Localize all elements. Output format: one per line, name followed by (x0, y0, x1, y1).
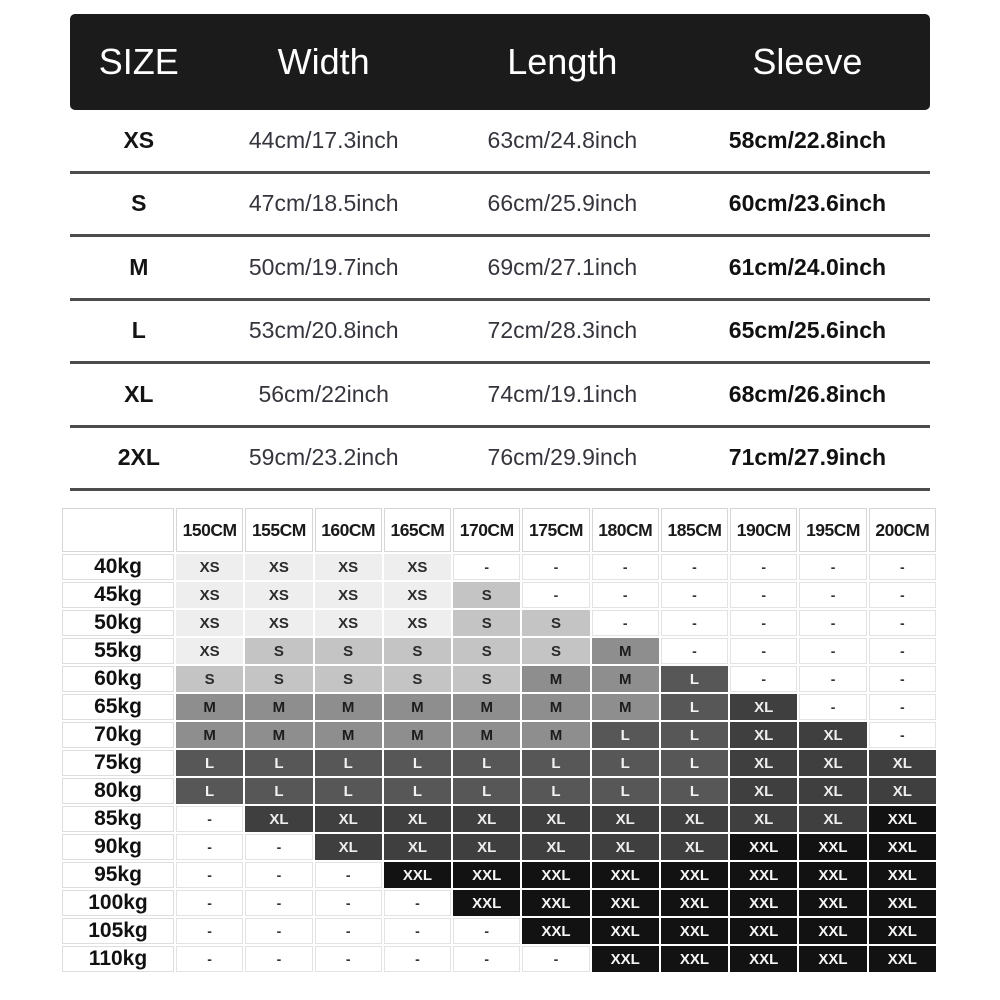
matrix-cell: XL (799, 778, 866, 804)
matrix-cell: XS (384, 582, 451, 608)
matrix-cell: S (522, 638, 589, 664)
matrix-cell: S (315, 638, 382, 664)
matrix-cell: XL (315, 834, 382, 860)
matrix-cell: XXL (661, 918, 728, 944)
matrix-cell: - (245, 834, 312, 860)
matrix-cell: L (592, 722, 659, 748)
matrix-cell: XXL (799, 946, 866, 972)
size-row-XS (70, 110, 930, 174)
weight-label: 100kg (62, 890, 174, 916)
matrix-cell: S (453, 582, 520, 608)
matrix-row-70kg (62, 722, 936, 748)
matrix-cell: - (661, 638, 728, 664)
matrix-cell: XL (869, 778, 936, 804)
matrix-cell: - (592, 582, 659, 608)
matrix-cell: - (592, 554, 659, 580)
matrix-row-55kg (62, 638, 936, 664)
matrix-cell: XXL (661, 862, 728, 888)
matrix-cell: - (799, 666, 866, 692)
matrix-cell: XXL (592, 890, 659, 916)
matrix-cell: S (384, 638, 451, 664)
matrix-cell: XXL (661, 890, 728, 916)
matrix-cell: XL (661, 834, 728, 860)
height-header: 200CM (869, 508, 936, 552)
size-row-S (70, 174, 930, 238)
matrix-cell: XS (315, 610, 382, 636)
matrix-cell: XS (315, 554, 382, 580)
matrix-cell: - (176, 890, 243, 916)
matrix-cell: - (799, 582, 866, 608)
matrix-cell: XXL (592, 862, 659, 888)
height-header: 160CM (315, 508, 382, 552)
matrix-cell: - (453, 554, 520, 580)
matrix-cell: XXL (730, 946, 797, 972)
matrix-cell: XL (522, 834, 589, 860)
matrix-cell: M (176, 694, 243, 720)
matrix-cell: - (453, 918, 520, 944)
matrix-cell: - (869, 722, 936, 748)
size-cell-length: 69cm/27.1inch (487, 253, 638, 280)
matrix-cell: XS (245, 554, 312, 580)
matrix-cell: L (245, 778, 312, 804)
matrix-row-105kg (62, 918, 936, 944)
matrix-cell: - (799, 638, 866, 664)
matrix-cell: L (592, 778, 659, 804)
weight-label: 40kg (62, 554, 174, 580)
size-cell-width: 53cm/20.8inch (248, 317, 399, 344)
height-header: 195CM (799, 508, 866, 552)
matrix-cell: - (384, 890, 451, 916)
height-header: 155CM (245, 508, 312, 552)
weight-label: 105kg (62, 918, 174, 944)
matrix-cell: M (592, 666, 659, 692)
matrix-cell: XXL (592, 918, 659, 944)
matrix-cell: XXL (522, 918, 589, 944)
matrix-cell: - (522, 554, 589, 580)
size-table-header-length: Length (507, 41, 618, 82)
weight-label: 85kg (62, 806, 174, 832)
matrix-cell: XL (661, 806, 728, 832)
matrix-cell: XXL (799, 834, 866, 860)
size-cell-width: 47cm/18.5inch (248, 190, 399, 217)
matrix-cell: XS (176, 610, 243, 636)
matrix-cell: XL (245, 806, 312, 832)
size-cell-length: 66cm/25.9inch (487, 190, 638, 217)
matrix-cell: M (522, 694, 589, 720)
matrix-cell: - (315, 862, 382, 888)
matrix-cell: - (869, 554, 936, 580)
matrix-cell: XS (176, 582, 243, 608)
matrix-cell: M (453, 722, 520, 748)
matrix-cell: L (592, 750, 659, 776)
matrix-cell: XL (522, 806, 589, 832)
matrix-cell: - (799, 694, 866, 720)
height-header: 175CM (522, 508, 589, 552)
matrix-cell: L (176, 778, 243, 804)
matrix-cell: - (315, 890, 382, 916)
matrix-cell: - (799, 554, 866, 580)
matrix-cell: - (661, 554, 728, 580)
size-cell-sleeve: 60cm/23.6inch (728, 190, 887, 217)
size-cell-width: 50cm/19.7inch (248, 253, 399, 280)
matrix-row-80kg (62, 778, 936, 804)
matrix-cell: S (453, 610, 520, 636)
weight-label: 55kg (62, 638, 174, 664)
matrix-cell: XL (730, 722, 797, 748)
matrix-cell: - (315, 946, 382, 972)
matrix-cell: - (384, 918, 451, 944)
matrix-cell: XXL (730, 918, 797, 944)
matrix-cell: - (176, 862, 243, 888)
matrix-cell: XXL (869, 806, 936, 832)
matrix-cell: XXL (869, 946, 936, 972)
matrix-cell: XXL (592, 946, 659, 972)
matrix-row-65kg (62, 694, 936, 720)
size-cell-sleeve: 61cm/24.0inch (728, 253, 887, 280)
matrix-cell: XL (384, 806, 451, 832)
matrix-cell: XXL (869, 834, 936, 860)
weight-label: 45kg (62, 582, 174, 608)
matrix-cell: XL (730, 750, 797, 776)
matrix-row-75kg (62, 750, 936, 776)
matrix-cell: - (730, 554, 797, 580)
size-row-M (70, 237, 930, 301)
matrix-cell: - (730, 638, 797, 664)
matrix-cell: L (315, 750, 382, 776)
size-cell-size: M (129, 253, 149, 280)
matrix-cell: M (315, 722, 382, 748)
matrix-header-row (62, 508, 936, 552)
matrix-cell: XXL (384, 862, 451, 888)
matrix-table (60, 506, 938, 974)
height-header: 180CM (592, 508, 659, 552)
matrix-cell: - (245, 890, 312, 916)
matrix-cell: XS (176, 638, 243, 664)
matrix-row-95kg (62, 862, 936, 888)
matrix-cell: - (522, 946, 589, 972)
size-cell-size: 2XL (117, 444, 160, 471)
matrix-cell: M (453, 694, 520, 720)
matrix-cell: L (661, 722, 728, 748)
matrix-cell: XL (453, 806, 520, 832)
matrix-cell: XXL (799, 918, 866, 944)
matrix-cell: XS (384, 610, 451, 636)
size-table-body (70, 110, 930, 491)
matrix-cell: - (245, 862, 312, 888)
matrix-row-60kg (62, 666, 936, 692)
matrix-cell: S (453, 638, 520, 664)
height-header: 185CM (661, 508, 728, 552)
matrix-cell: XXL (799, 862, 866, 888)
size-cell-size: L (131, 317, 146, 344)
matrix-cell: L (176, 750, 243, 776)
matrix-cell: XXL (869, 918, 936, 944)
matrix-cell: L (384, 750, 451, 776)
matrix-cell: XXL (453, 862, 520, 888)
matrix-cell: XXL (869, 862, 936, 888)
height-header: 165CM (384, 508, 451, 552)
height-weight-matrix (60, 506, 938, 974)
matrix-row-100kg (62, 890, 936, 916)
matrix-cell: L (661, 694, 728, 720)
matrix-cell: - (869, 694, 936, 720)
matrix-cell: XL (384, 834, 451, 860)
matrix-row-50kg (62, 610, 936, 636)
matrix-cell: - (176, 918, 243, 944)
height-header: 190CM (730, 508, 797, 552)
weight-label: 60kg (62, 666, 174, 692)
matrix-row-85kg (62, 806, 936, 832)
size-row-XL (70, 364, 930, 428)
matrix-cell: L (661, 778, 728, 804)
size-cell-length: 63cm/24.8inch (487, 126, 638, 153)
matrix-cell: M (384, 722, 451, 748)
height-header: 170CM (453, 508, 520, 552)
matrix-cell: - (315, 918, 382, 944)
matrix-cell: XS (245, 610, 312, 636)
size-row-L (70, 301, 930, 365)
matrix-cell: - (799, 610, 866, 636)
size-cell-width: 56cm/22inch (258, 380, 389, 407)
size-table-header-size: SIZE (98, 41, 179, 82)
size-cell-width: 59cm/23.2inch (248, 444, 399, 471)
matrix-cell: - (869, 666, 936, 692)
matrix-cell: XL (730, 694, 797, 720)
matrix-cell: S (453, 666, 520, 692)
weight-label: 50kg (62, 610, 174, 636)
matrix-cell: XL (869, 750, 936, 776)
matrix-cell: L (661, 666, 728, 692)
matrix-cell: S (176, 666, 243, 692)
matrix-cell: XL (799, 750, 866, 776)
matrix-cell: XL (453, 834, 520, 860)
matrix-cell: XL (592, 834, 659, 860)
matrix-cell: M (592, 638, 659, 664)
matrix-cell: - (592, 610, 659, 636)
size-cell-size: XS (123, 126, 155, 153)
matrix-cell: L (453, 750, 520, 776)
matrix-cell: M (315, 694, 382, 720)
matrix-cell: - (245, 918, 312, 944)
matrix-cell: XS (245, 582, 312, 608)
matrix-cell: XL (799, 806, 866, 832)
size-cell-length: 76cm/29.9inch (487, 444, 638, 471)
matrix-cell: S (384, 666, 451, 692)
matrix-cell: - (522, 582, 589, 608)
weight-label: 90kg (62, 834, 174, 860)
height-header: 150CM (176, 508, 243, 552)
matrix-cell: M (522, 666, 589, 692)
matrix-cell: XS (384, 554, 451, 580)
matrix-cell: L (384, 778, 451, 804)
matrix-cell: XS (315, 582, 382, 608)
matrix-cell: - (730, 610, 797, 636)
size-row-2XL (70, 428, 930, 492)
size-cell-sleeve: 58cm/22.8inch (728, 126, 887, 153)
matrix-row-90kg (62, 834, 936, 860)
matrix-cell: - (661, 582, 728, 608)
matrix-cell: - (453, 946, 520, 972)
matrix-cell: XXL (522, 862, 589, 888)
matrix-cell: XXL (730, 834, 797, 860)
matrix-corner-cell (62, 508, 174, 552)
matrix-cell: XS (176, 554, 243, 580)
matrix-cell: XXL (453, 890, 520, 916)
matrix-cell: L (661, 750, 728, 776)
matrix-cell: - (176, 806, 243, 832)
matrix-cell: S (245, 638, 312, 664)
matrix-cell: - (869, 610, 936, 636)
weight-label: 95kg (62, 862, 174, 888)
matrix-cell: - (176, 834, 243, 860)
matrix-cell: - (245, 946, 312, 972)
weight-label: 65kg (62, 694, 174, 720)
matrix-cell: M (592, 694, 659, 720)
matrix-cell: XXL (869, 890, 936, 916)
size-cell-width: 44cm/17.3inch (248, 126, 399, 153)
matrix-cell: XXL (522, 890, 589, 916)
matrix-cell: XL (315, 806, 382, 832)
size-table-header (70, 14, 930, 110)
matrix-cell: XXL (661, 946, 728, 972)
matrix-cell: XXL (730, 890, 797, 916)
matrix-cell: L (453, 778, 520, 804)
matrix-cell: S (245, 666, 312, 692)
matrix-cell: - (661, 610, 728, 636)
size-cell-length: 74cm/19.1inch (487, 380, 638, 407)
matrix-cell: L (522, 750, 589, 776)
size-cell-sleeve: 65cm/25.6inch (728, 317, 887, 344)
weight-label: 75kg (62, 750, 174, 776)
matrix-cell: S (522, 610, 589, 636)
matrix-row-110kg (62, 946, 936, 972)
size-cell-size: S (131, 190, 147, 217)
matrix-row-45kg (62, 582, 936, 608)
matrix-cell: - (730, 666, 797, 692)
matrix-cell: M (176, 722, 243, 748)
matrix-cell: XXL (730, 862, 797, 888)
matrix-row-40kg (62, 554, 936, 580)
matrix-cell: - (869, 638, 936, 664)
weight-label: 80kg (62, 778, 174, 804)
size-cell-length: 72cm/28.3inch (487, 317, 638, 344)
matrix-cell: XL (592, 806, 659, 832)
matrix-cell: XL (730, 806, 797, 832)
matrix-cell: - (730, 582, 797, 608)
size-table-header-width: Width (277, 41, 370, 82)
size-table-header-sleeve: Sleeve (752, 41, 863, 82)
size-cell-sleeve: 68cm/26.8inch (728, 380, 887, 407)
matrix-cell: - (176, 946, 243, 972)
matrix-cell: L (315, 778, 382, 804)
matrix-cell: XXL (799, 890, 866, 916)
matrix-cell: XL (799, 722, 866, 748)
matrix-cell: M (384, 694, 451, 720)
matrix-cell: M (245, 722, 312, 748)
size-cell-size: XL (124, 380, 154, 407)
size-cell-sleeve: 71cm/27.9inch (728, 444, 887, 471)
weight-label: 110kg (62, 946, 174, 972)
matrix-cell: L (245, 750, 312, 776)
weight-label: 70kg (62, 722, 174, 748)
matrix-cell: S (315, 666, 382, 692)
matrix-cell: - (869, 582, 936, 608)
matrix-cell: XL (730, 778, 797, 804)
matrix-cell: M (522, 722, 589, 748)
matrix-cell: L (522, 778, 589, 804)
matrix-cell: - (384, 946, 451, 972)
size-table (70, 14, 930, 491)
matrix-cell: M (245, 694, 312, 720)
